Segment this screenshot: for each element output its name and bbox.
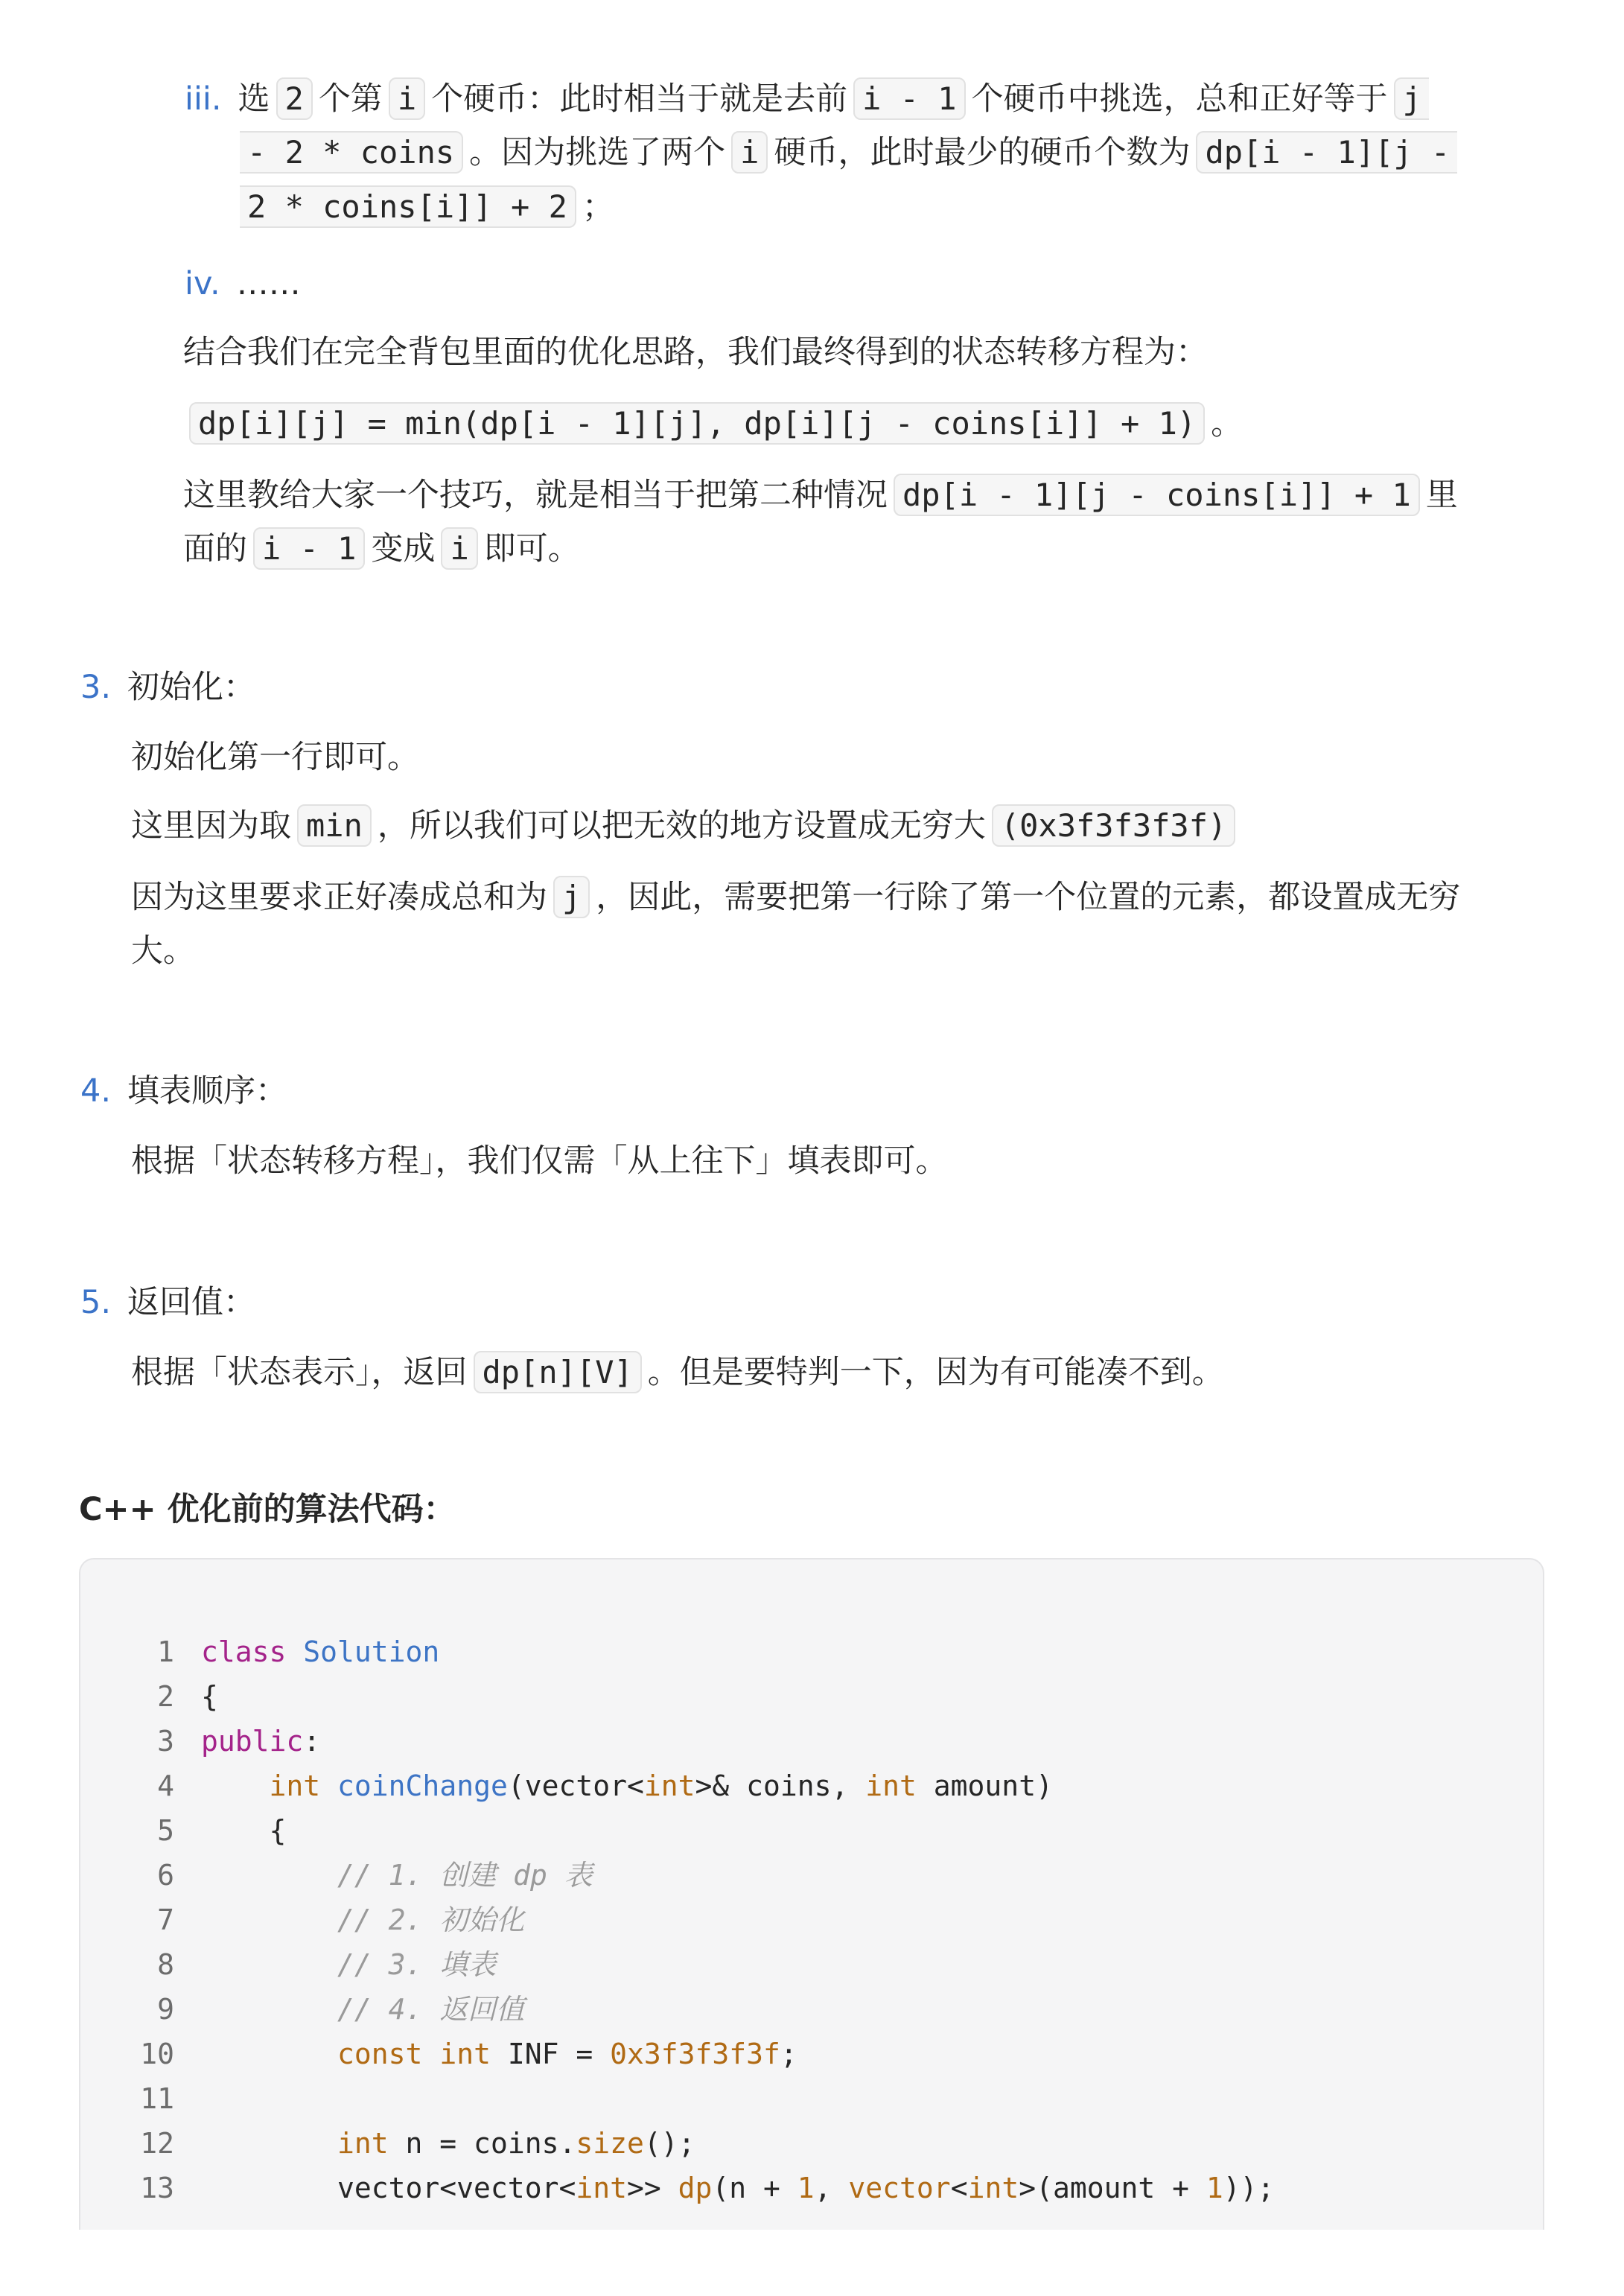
inline-code: i xyxy=(731,131,768,174)
code-line xyxy=(80,2121,695,2166)
token: int xyxy=(865,1769,917,1802)
token: >(amount + xyxy=(1019,2172,1206,2204)
text: 根据「状态转移方程」，我们仅需「从上往下」填表即可。 xyxy=(131,1142,948,1180)
text: 。但是要特判一下，因为有可能凑不到。 xyxy=(647,1354,1224,1391)
code-comment: // 1. 创建 dp 表 xyxy=(337,1859,593,1892)
text: ； xyxy=(582,188,614,226)
token: int xyxy=(967,2172,1019,2204)
token: < xyxy=(950,2172,968,2204)
text: 这里教给大家一个技巧，就是相当于把第二种情况 xyxy=(183,477,888,514)
line-number: 3 xyxy=(157,1725,174,1758)
text: 里 xyxy=(1425,477,1458,514)
token: const xyxy=(337,2038,423,2070)
line-number: 11 xyxy=(140,2082,174,2115)
code-comment: // 3. 填表 xyxy=(337,1948,497,1981)
line-number: 4 xyxy=(157,1769,174,1802)
equation-line xyxy=(183,405,1243,444)
token: int xyxy=(643,1769,695,1802)
section-5-p1 xyxy=(131,1354,1224,1393)
text: 面的 xyxy=(183,530,247,567)
code-line xyxy=(80,2032,797,2076)
token: , xyxy=(814,2172,849,2204)
line-number: 2 xyxy=(157,1680,174,1713)
text: 即可。 xyxy=(483,530,580,567)
token: >& coins, xyxy=(695,1769,866,1802)
inline-code: dp[n][V] xyxy=(474,1351,642,1393)
code-line xyxy=(80,1808,286,1853)
inline-code: i - 1 xyxy=(853,77,965,120)
line-number: 9 xyxy=(157,1993,174,2026)
text: 初始化： xyxy=(127,669,256,706)
token: 1 xyxy=(1206,2172,1223,2204)
text: 个硬币中挑选，总和正好等于 xyxy=(971,80,1388,118)
section-3-title xyxy=(80,669,255,707)
list-marker-iii: iii. xyxy=(185,80,222,118)
inline-code: i xyxy=(441,527,477,570)
text: 。因为挑选了两个 xyxy=(469,134,726,171)
token: 0x3f3f3f3f xyxy=(610,2038,780,2070)
list-item-iii-line-3 xyxy=(240,188,614,227)
token: : xyxy=(303,1725,321,1758)
section-3-p3-line-1 xyxy=(131,879,1460,918)
text: 个第 xyxy=(318,80,383,118)
code-heading xyxy=(79,1491,456,1530)
inline-code: i xyxy=(389,77,425,120)
section-3-p3-line-2 xyxy=(131,932,195,971)
token: dp xyxy=(678,2172,713,2204)
line-number: 6 xyxy=(157,1859,174,1892)
token: vector<vector< xyxy=(337,2172,576,2204)
text: …… xyxy=(236,265,301,302)
list-item-iii-line-2 xyxy=(240,134,1457,173)
inline-code: j xyxy=(553,876,590,918)
line-number: 7 xyxy=(157,1904,174,1936)
code-line xyxy=(80,1719,320,1764)
line-number: 8 xyxy=(157,1948,174,1981)
code-line xyxy=(80,1853,593,1898)
text: 大。 xyxy=(131,932,195,970)
token: { xyxy=(201,1680,218,1713)
token: Solution xyxy=(303,1635,440,1668)
token: vector xyxy=(848,2172,951,2204)
token: int xyxy=(269,1769,321,1802)
code-line xyxy=(80,2166,1274,2210)
section-4-title xyxy=(80,1072,287,1111)
text: 选 xyxy=(238,80,270,118)
inline-code: min xyxy=(297,804,372,847)
paragraph-combine xyxy=(183,334,1208,372)
code-line xyxy=(80,1942,496,1987)
text: ，所以我们可以把无效的地方设置成无穷大 xyxy=(377,807,986,845)
section-5-title xyxy=(80,1284,255,1323)
inline-code: dp[i - 1][j - xyxy=(1196,131,1457,174)
list-marker-iv: iv. xyxy=(185,265,220,302)
code-block xyxy=(79,1558,1544,2230)
equation-code: dp[i][j] = min(dp[i - 1][j], dp[i][j - coins[i]] + 1) xyxy=(189,402,1205,445)
token: ; xyxy=(780,2038,797,2070)
list-item-iv xyxy=(185,265,301,304)
text: 填表顺序： xyxy=(127,1072,288,1110)
code-line xyxy=(80,1764,1053,1808)
line-number: 12 xyxy=(140,2127,174,2160)
section-3-p1 xyxy=(131,739,419,777)
text: 初始化第一行即可。 xyxy=(131,739,419,776)
token: coinChange xyxy=(337,1769,508,1802)
list-marker-4: 4. xyxy=(80,1072,112,1110)
inline-code: i - 1 xyxy=(253,527,365,570)
token: (); xyxy=(643,2127,695,2160)
list-marker-3: 3. xyxy=(80,669,112,706)
token: >> xyxy=(626,2172,678,2204)
line-number: 10 xyxy=(140,2038,174,2070)
line-number: 5 xyxy=(157,1814,174,1847)
text: ，因此，需要把第一行除了第一个位置的元素，都设置成无穷 xyxy=(596,879,1461,916)
token: (vector< xyxy=(507,1769,644,1802)
section-3-p2 xyxy=(131,807,1241,846)
token: int xyxy=(439,2038,491,2070)
inline-code: dp[i - 1][j - coins[i]] + 1 xyxy=(894,474,1420,516)
inline-code: 2 xyxy=(276,77,313,120)
text: 变成 xyxy=(371,530,436,567)
text: 硬币，此时最少的硬币个数为 xyxy=(774,134,1191,171)
text: 结合我们在完全背包里面的优化思路，我们最终得到的状态转移方程为： xyxy=(183,334,1208,371)
code-comment: // 2. 初始化 xyxy=(337,1904,525,1936)
token: size xyxy=(576,2127,644,2160)
code-line xyxy=(80,1629,439,1674)
text: 这里因为取 xyxy=(131,807,291,845)
text: 根据「状态表示」，返回 xyxy=(131,1354,468,1391)
token: public xyxy=(201,1725,304,1758)
code-line xyxy=(80,1674,218,1719)
code-line xyxy=(80,1987,524,2032)
text: 个硬币：此时相当于就是去前 xyxy=(431,80,848,118)
inline-code: (0x3f3f3f3f) xyxy=(992,804,1235,847)
list-item-iii-line-1 xyxy=(185,80,1429,119)
text: C++ 优化前的算法代码： xyxy=(79,1491,456,1528)
text: 因为这里要求正好凑成总和为 xyxy=(131,879,547,916)
token: (n + xyxy=(712,2172,797,2204)
list-marker-5: 5. xyxy=(80,1284,112,1321)
text: 返回值： xyxy=(127,1284,256,1321)
code-line xyxy=(80,1898,524,1942)
token: )); xyxy=(1223,2172,1275,2204)
paragraph-tip-line-1 xyxy=(183,477,1458,515)
token: INF = xyxy=(490,2038,611,2070)
inline-code: j xyxy=(1394,77,1429,120)
paragraph-tip-line-2 xyxy=(183,530,580,569)
line-number: 1 xyxy=(157,1635,174,1668)
token: { xyxy=(269,1814,287,1847)
inline-code: - 2 * coins xyxy=(240,131,463,174)
token: n = coins. xyxy=(388,2127,576,2160)
token: 1 xyxy=(797,2172,815,2204)
token: class xyxy=(201,1635,287,1668)
code-line xyxy=(80,2076,201,2121)
inline-code: 2 * coins[i]] + 2 xyxy=(240,185,576,228)
line-number: 13 xyxy=(140,2172,174,2204)
token: amount) xyxy=(916,1769,1053,1802)
token: int xyxy=(337,2127,389,2160)
code-comment: // 4. 返回值 xyxy=(337,1993,525,2026)
text: 。 xyxy=(1211,405,1244,442)
section-4-p1 xyxy=(131,1142,948,1181)
token: int xyxy=(576,2172,627,2204)
